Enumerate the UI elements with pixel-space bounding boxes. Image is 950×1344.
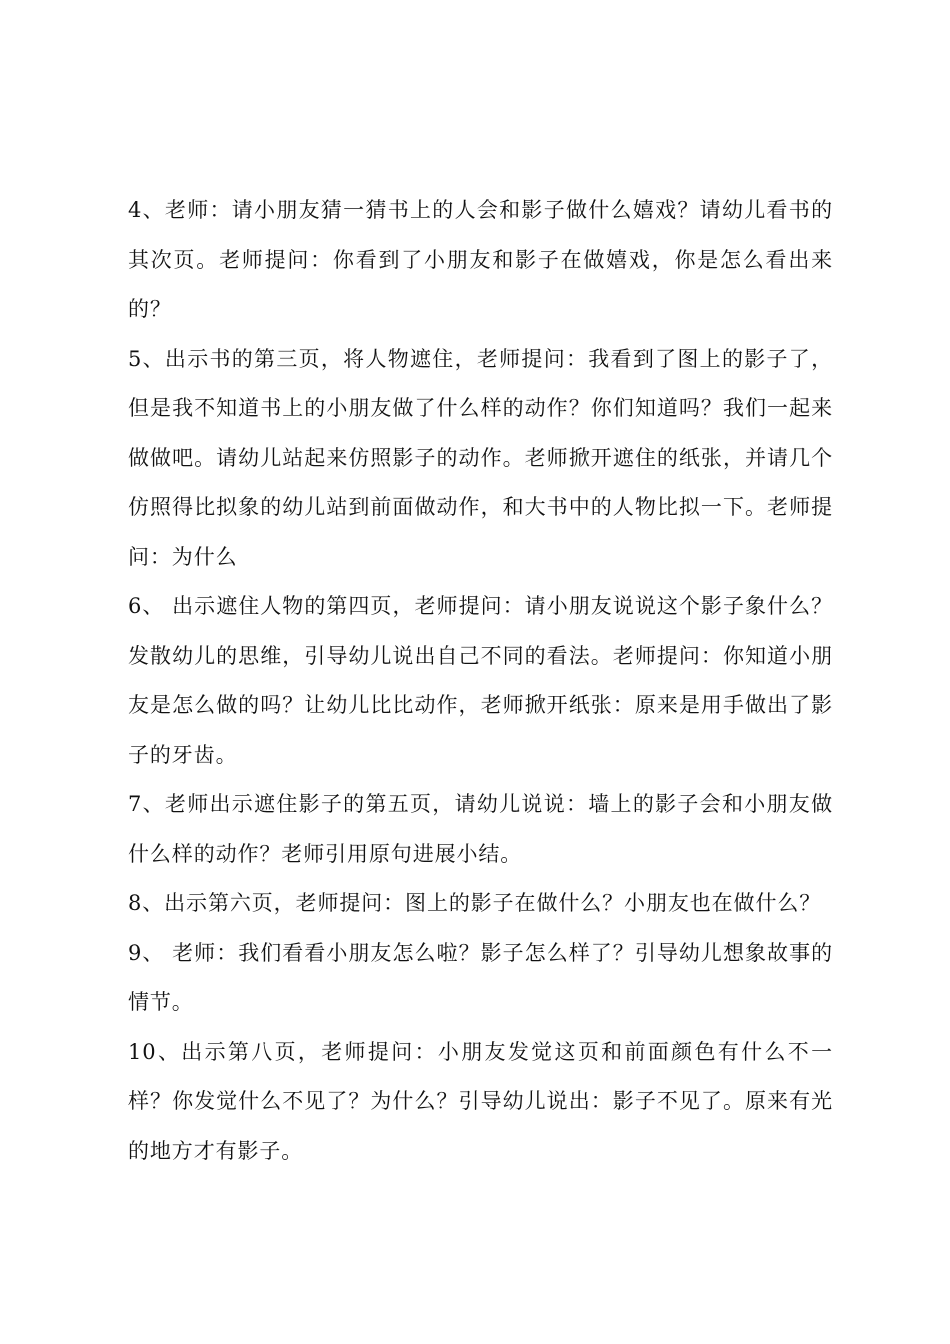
paragraph-step-9: 9、 老师：我们看看小朋友怎么啦？影子怎么样了？引导幼儿想象故事的情节。 [128, 940, 833, 1014]
paragraph-step-8: 8、出示第六页，老师提问：图上的影子在做什么？小朋友也在做什么？ [128, 891, 822, 915]
paragraph-step-5: 5、出示书的第三页，将人物遮住，老师提问：我看到了图上的影子了，但是我不知道书上的小朋友做了什么样的动作？你们知道吗？我们一起来做做吧。请幼儿站起来仿照影子的动作。老师掀开遮住的纸张，并请几个仿照得比拟象的幼儿站到前面做动作，和大书中的人物比拟一下。老师提问：为什么 [128, 346, 833, 569]
paragraph-step-4: 4、老师：请小朋友猜一猜书上的人会和影子做什么嬉戏？请幼儿看书的其次页。老师提问：你看到了小朋友和影子在做嬉戏，你是怎么看出来的？ [128, 198, 833, 321]
paragraph-step-7: 7、老师出示遮住影子的第五页，请幼儿说说：墙上的影子会和小朋友做什么样的动作？老师引用原句进展小结。 [128, 792, 833, 866]
document-body [128, 186, 833, 1176]
paragraph-step-10: 10、出示第八页，老师提问：小朋友发觉这页和前面颜色有什么不一样？你发觉什么不见了？为什么？引导幼儿说出：影子不见了。原来有光的地方才有影子。 [128, 1039, 833, 1163]
paragraph-step-6: 6、 出示遮住人物的第四页，老师提问：请小朋友说说这个影子象什么？发散幼儿的思维，引导幼儿说出自己不同的看法。老师提问：你知道小朋友是怎么做的吗？让幼儿比比动作，老师掀开纸张：原来是用手做出了影子的牙齿。 [128, 594, 833, 767]
